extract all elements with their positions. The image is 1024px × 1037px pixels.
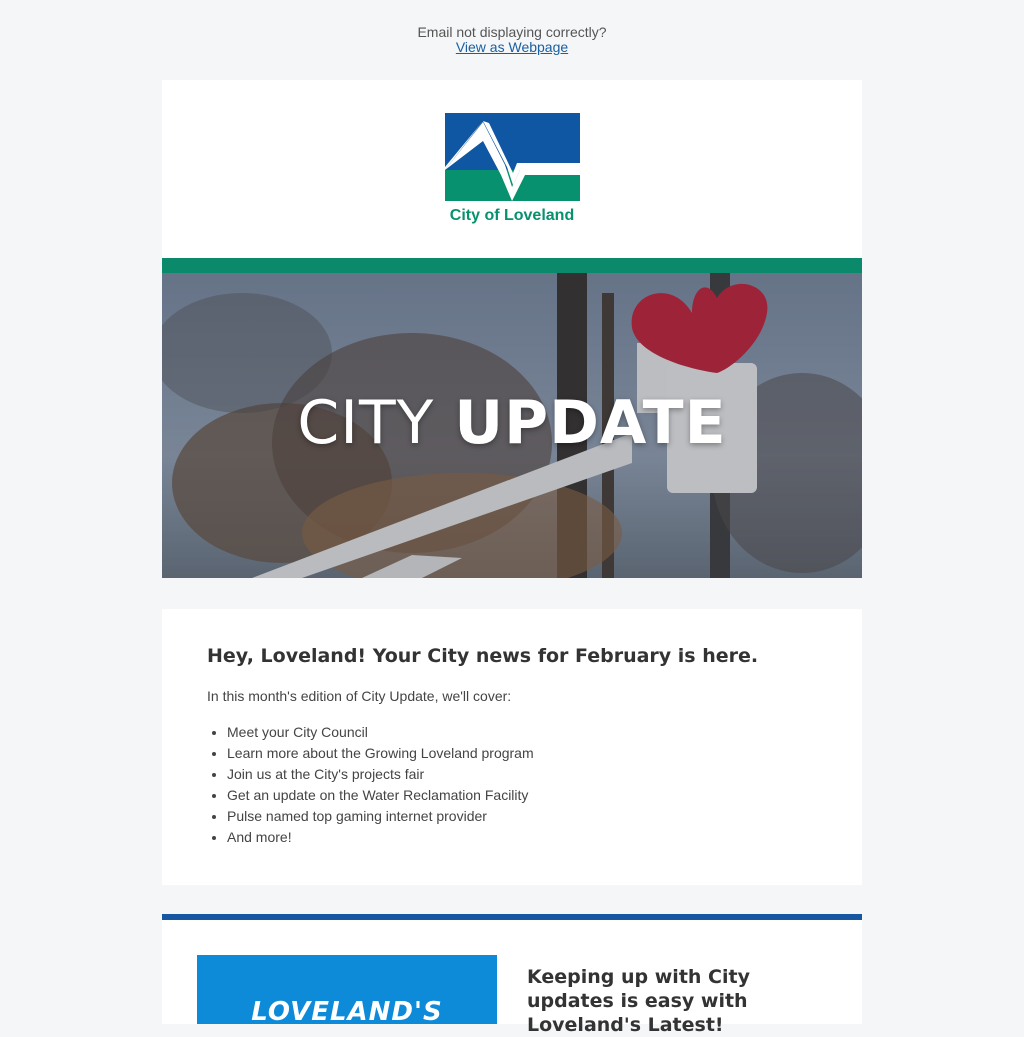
preheader	[0, 25, 1024, 55]
list-item: • Learn more about the Growing Loveland program	[227, 743, 534, 764]
latest-card	[162, 920, 862, 1036]
list-item: • Pulse named top gaming internet provider	[227, 806, 534, 827]
lovelands-latest-image[interactable]	[197, 955, 497, 1024]
intro-card	[162, 609, 862, 885]
list-item: • Get an update on the Water Reclamation Facility	[227, 785, 534, 806]
latest-heading: Keeping up with City updates is easy with Loveland's Latest!	[527, 966, 750, 1036]
preheader-text: Email not displaying correctly?	[417, 24, 607, 40]
hero-title-light: CITY	[297, 388, 435, 458]
hero-title	[162, 388, 862, 458]
latest-image-text: LOVELAND'S	[251, 997, 443, 1024]
view-as-webpage-link[interactable]: View as Webpage	[455, 39, 569, 55]
intro-heading: Hey, Loveland! Your City news for February is here.	[207, 645, 759, 667]
list-item: • And more!	[227, 827, 534, 848]
header-card	[162, 80, 862, 258]
logo-text: City of Loveland	[449, 207, 575, 224]
hero-title-bold: UPDATE	[454, 388, 727, 458]
green-divider	[162, 258, 862, 273]
list-item: • Meet your City Council	[227, 722, 534, 743]
intro-text: In this month's edition of City Update, we'll cover:	[207, 688, 512, 704]
hero-banner	[162, 273, 862, 578]
list-item: • Join us at the City's projects fair	[227, 764, 534, 785]
intro-list	[207, 722, 534, 848]
